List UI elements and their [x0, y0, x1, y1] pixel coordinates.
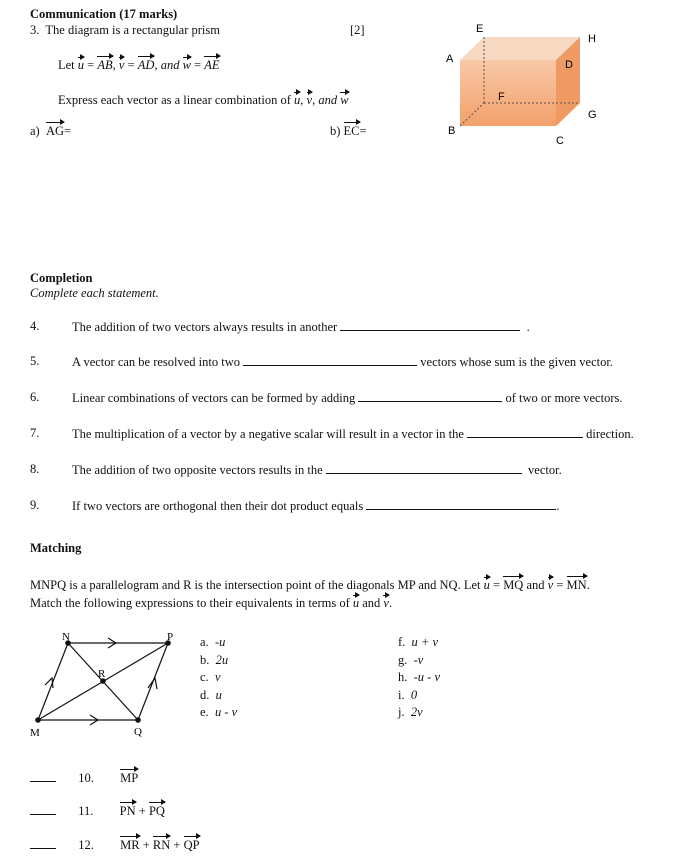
completion-item-9 [30, 498, 39, 513]
and-text: and [362, 596, 381, 610]
intro-text: Match the following expressions to their equivalents in terms of [30, 596, 350, 610]
answer-blank-6[interactable] [358, 390, 502, 402]
u-symbol: u [352, 596, 360, 610]
completion-item-7-text [72, 426, 634, 442]
option-b: b. 2u [200, 652, 229, 667]
prism-label-a: A [446, 53, 454, 65]
option-f: f. u + v [398, 635, 439, 649]
item-after: . [556, 499, 560, 513]
completion-item-5-text [72, 354, 613, 370]
plus-sign: + [142, 838, 150, 852]
item-text: If two vectors are orthogonal then their dot product equals [72, 499, 364, 513]
match-blank-12[interactable] [30, 837, 56, 849]
prism-label-b: B [448, 125, 456, 137]
u-symbol: u [294, 93, 301, 107]
prism-label-f: F [498, 91, 505, 103]
completion-item-7 [30, 426, 39, 441]
label-q: Q [134, 726, 142, 738]
label-p: P [167, 631, 174, 643]
item-number: 6. [30, 390, 40, 404]
completion-item-6-text [72, 390, 622, 406]
plus-sign: + [138, 804, 146, 818]
w-symbol: w [340, 93, 349, 107]
item-text: The addition of two vectors always results in another [72, 320, 338, 334]
equals-sign: = [64, 124, 72, 138]
rectangular-prism-diagram [440, 18, 610, 148]
match-blank-10[interactable] [30, 770, 56, 782]
question-3 [30, 23, 220, 38]
item-number: 9. [30, 498, 40, 512]
label-r: R [98, 668, 106, 680]
item-after: direction. [586, 427, 634, 441]
part-b-label: b) [330, 124, 341, 138]
prism-label-c: C [556, 135, 564, 147]
vector-ag: AG [45, 124, 65, 138]
vector-mq: MQ [503, 578, 524, 592]
question-text: The diagram is a rectangular prism [45, 23, 220, 37]
question-number: 3. [30, 23, 40, 37]
vector-rn: RN [152, 838, 171, 852]
v-symbol: v [383, 596, 389, 610]
v-symbol: v [547, 578, 554, 592]
prism-label-d: D [565, 59, 573, 71]
point-q [135, 717, 141, 723]
option-e: e. u - v [200, 705, 238, 719]
completion-subheading: Complete each statement. [30, 286, 159, 300]
prism-label-h: H [588, 33, 596, 45]
answer-blank-7[interactable] [467, 426, 583, 438]
communication-heading: Communication (17 marks) [30, 7, 178, 21]
let-text: Let [58, 58, 75, 72]
vector-pn: PN [119, 804, 136, 818]
match-question-11 [30, 803, 165, 819]
intro-text: MNPQ is a parallelogram and R is the intersection point of the diagonals MP and NQ. Let [30, 578, 481, 592]
parallelogram-diagram [22, 628, 192, 740]
vector-definitions: Let u = AB, v = AD, and w = AE [58, 58, 220, 72]
u-symbol: u [483, 578, 490, 592]
part-b [330, 124, 367, 139]
answer-blank-4[interactable] [340, 319, 520, 331]
vector-ae: AE [204, 58, 220, 72]
vector-mr: MR [120, 838, 140, 852]
period: . [388, 596, 393, 610]
item-number: 8. [30, 462, 40, 476]
question-marks: [2] [350, 23, 365, 37]
option-d: d. u [200, 687, 222, 702]
matching-intro-line1: MNPQ is a parallelogram and R is the intersection point of the diagonals MP and NQ. Let u = MQ and v = MN. [30, 578, 590, 592]
vector-qp: QP [183, 838, 200, 852]
part-a-label: a) [30, 124, 40, 138]
vector-pq: PQ [148, 804, 165, 818]
answer-blank-5[interactable] [243, 354, 417, 366]
vector-ad: AD [137, 58, 155, 72]
item-after: . [526, 320, 530, 334]
w-symbol: w [182, 58, 191, 72]
question-number: 11. [78, 804, 94, 818]
completion-item-4 [30, 319, 39, 334]
item-number: 5. [30, 354, 40, 368]
item-number: 7. [30, 426, 40, 440]
part-a [30, 124, 71, 139]
point-m [35, 717, 41, 723]
option-h: h. -u - v [398, 670, 440, 684]
label-m: M [30, 727, 40, 739]
answer-blank-8[interactable] [326, 462, 522, 474]
item-after: vectors whose sum is the given vector. [420, 355, 613, 369]
answer-blank-9[interactable] [366, 498, 556, 510]
period: . [586, 578, 590, 592]
prism-front-face [460, 60, 556, 126]
item-after: vector. [528, 463, 562, 477]
side-mn [38, 643, 68, 720]
matching-intro-line2 [30, 596, 392, 611]
options-right [398, 634, 440, 722]
question-number: 12. [78, 838, 94, 852]
express-text: Express each vector as a linear combination of [58, 93, 291, 107]
item-text: Linear combinations of vectors can be formed by adding [72, 391, 356, 405]
vector-mn: MN [566, 578, 587, 592]
option-j: j. 2v [398, 705, 423, 719]
item-after: of two or more vectors. [505, 391, 623, 405]
completion-item-6 [30, 390, 39, 405]
u-symbol: u [77, 58, 85, 72]
item-text: The addition of two opposite vectors results in the [72, 463, 323, 477]
matching-heading: Matching [30, 541, 82, 555]
completion-item-8 [30, 462, 39, 477]
prism-label-g: G [588, 109, 597, 121]
vector-ec: EC [343, 124, 360, 138]
option-a: a. -u [200, 635, 226, 649]
question-number: 10. [78, 771, 94, 785]
option-c: c. v [200, 670, 221, 684]
plus-sign: + [173, 838, 181, 852]
option-i: i. 0 [398, 687, 418, 702]
completion-item-5 [30, 354, 39, 369]
prism-label-e: E [476, 23, 484, 35]
completion-heading: Completion [30, 271, 93, 285]
match-question-10 [30, 770, 138, 786]
and-text: and [526, 578, 545, 592]
match-blank-11[interactable] [30, 803, 56, 815]
item-number: 4. [30, 319, 40, 333]
option-g: g. -v [398, 652, 424, 667]
completion-item-4-text [72, 319, 530, 335]
vector-mp: MP [120, 771, 139, 785]
completion-item-8-text [72, 462, 562, 478]
completion-item-9-text [72, 498, 559, 514]
and-text: and [160, 58, 180, 72]
match-question-12 [30, 837, 200, 853]
v-symbol: v [306, 93, 313, 107]
vector-ab: AB [97, 58, 113, 72]
label-n: N [62, 631, 70, 643]
and-text: and [318, 93, 338, 107]
options-left [200, 634, 237, 722]
item-text: A vector can be resolved into two [72, 355, 241, 369]
equals-sign: = [359, 124, 367, 138]
v-symbol: v [118, 58, 125, 72]
express-instruction: Express each vector as a linear combination of u, v, and w [58, 93, 349, 107]
item-text: The multiplication of a vector by a negative scalar will result in a vector in the [72, 427, 464, 441]
